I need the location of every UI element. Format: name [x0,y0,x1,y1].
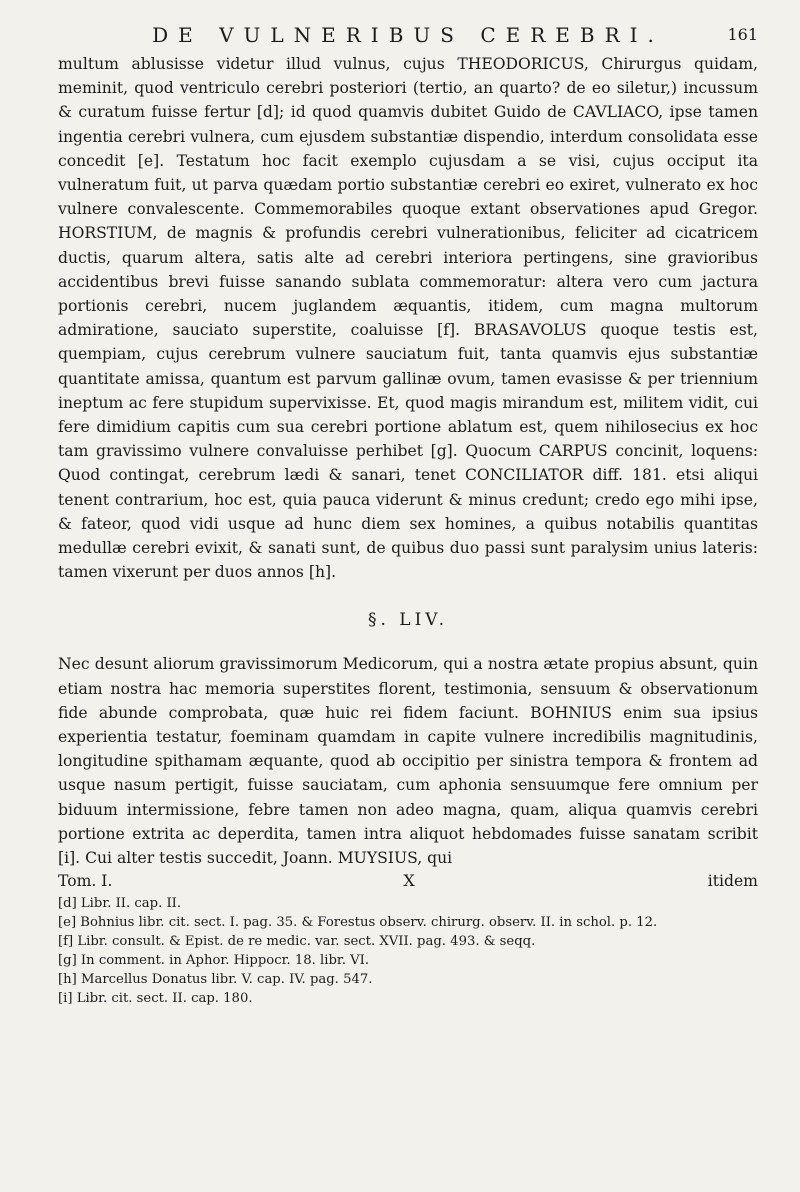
footnote-h: [h] Marcellus Donatus libr. V. cap. IV. pag. 547. [58,972,373,988]
footnotes [58,894,758,1008]
page-number: 161 [727,25,758,44]
body-paragraph-1 [58,52,758,584]
running-title: DE VULNERIBUS CEREBRI. [152,23,664,47]
catchword: itidem [707,872,758,891]
paragraph-2-text: Nec desunt aliorum gravissimorum Medicorum, qui a nostra ætate propius absunt, quin etiam nostra hac memoria superstites florent, testimonia, sensuum & observationum fide abunde comprobata, quæ huic rei fidem faciunt. BOHNIUS enim sua ipsius experientia testatur, foeminam quamdam in capite vulnere incredibilis magnitudinis, longitudine spithamam æquante, quod ab occipitio per sinistra tempora & frontem ad usque nasum pertigit, fuisse sauciatam, cum aphonia sensuumque fere omnium per biduum intermissione, febre tamen non adeo magna, quam, aliqua quamvis cerebri portione extrita ac deperdita, tamen intra aliquot hebdomades fuisse sanatam scribit [i]. Cui alter testis succedit, Joann. MUYSIUS, qui [58,655,758,868]
book-page [58,18,758,1178]
footnote-g: [g] In comment. in Aphor. Hippocr. 18. libr. VI. [58,953,370,969]
volume-mark: Tom. I. [58,872,113,891]
body-paragraph-2 [58,652,758,870]
running-head [58,18,758,52]
section-heading: §. LIV. [367,610,449,631]
footnote-d: [d] Libr. II. cap. II. [58,896,182,912]
footnote-e: [e] Bohnius libr. cit. sect. I. pag. 35. & Forestus observ. chirurg. observ. II. in schol. p. 12. [58,915,658,931]
signature-line [58,870,758,892]
footnote-i: [i] Libr. cit. sect. II. cap. 180. [58,991,253,1007]
signature-mark: X [403,871,417,891]
footnote-f: [f] Libr. consult. & Epist. de re medic. var. sect. XVII. pag. 493. & seqq. [58,934,536,950]
paragraph-1-text: multum ablusisse videtur illud vulnus, cujus THEODORICUS, Chirurgus quidam, meminit, quod ventriculo cerebri posteriori (tertio, an quarto? de eo siletur,) incussum & curatum fuisse fertur [d]; id quod quamvis dubitet Guido de CAVLIACO, ipse tamen ingentia cerebri vulnera, cum ejusdem substantiæ dispendio, interdum consolidata esse concedit [e]. Testatum hoc facit exemplo cujusdam a se visi, cujus occiput ita vulneratum fuit, ut parva quædam portio substantiæ cerebri eo exiret, vulnerato ex hoc vulnere convalescente. Commemorabiles quoque extant observationes apud Gregor. HORSTIUM, de magnis & profundis cerebri vulnerationibus, feliciter ad cicatricem ductis, quarum altera, satis alte ad cerebri interiora pertingens, sine gravioribus accidentibus brevi fuisse sanando sublata commemoratur: altera vero cum jactura portionis cerebri, nucem juglandem æquantis, itidem, cum magna multorum admiratione, sauciato superstite, coaluisse [f]. BRASAVOLUS quoque testis est, quempiam, cujus cerebrum vulnere sauciatum fuit, tanta quamvis ejus substantiæ quantitate amissa, quantum est parvum gallinæ ovum, tamen evasisse & per triennium ineptum ac fere stupidum supervixisse. Et, quod magis mirandum est, militem vidit, cui fere dimidium capitis cum sua cerebri portione ablatum est, quem nihilosecius ex hoc tam gravissimo vulnere convaluisse perhibet [g]. Quocum CARPUS concinit, loquens: Quod contingat, cerebrum lædi & sanari, tenet CONCILIATOR diff. 181. etsi aliqui tenent contrarium, hoc est, quia pauca viderunt & minus credunt; credo ego mihi ipse, & fateor, quod vidi usque ad hunc diem sex homines, a quibus notabilis quantitas medullæ cerebri evixit, & sanati sunt, de quibus duo passi sunt paralysim unius lateris: tamen vixerunt per duos annos [h]. [58,55,758,582]
